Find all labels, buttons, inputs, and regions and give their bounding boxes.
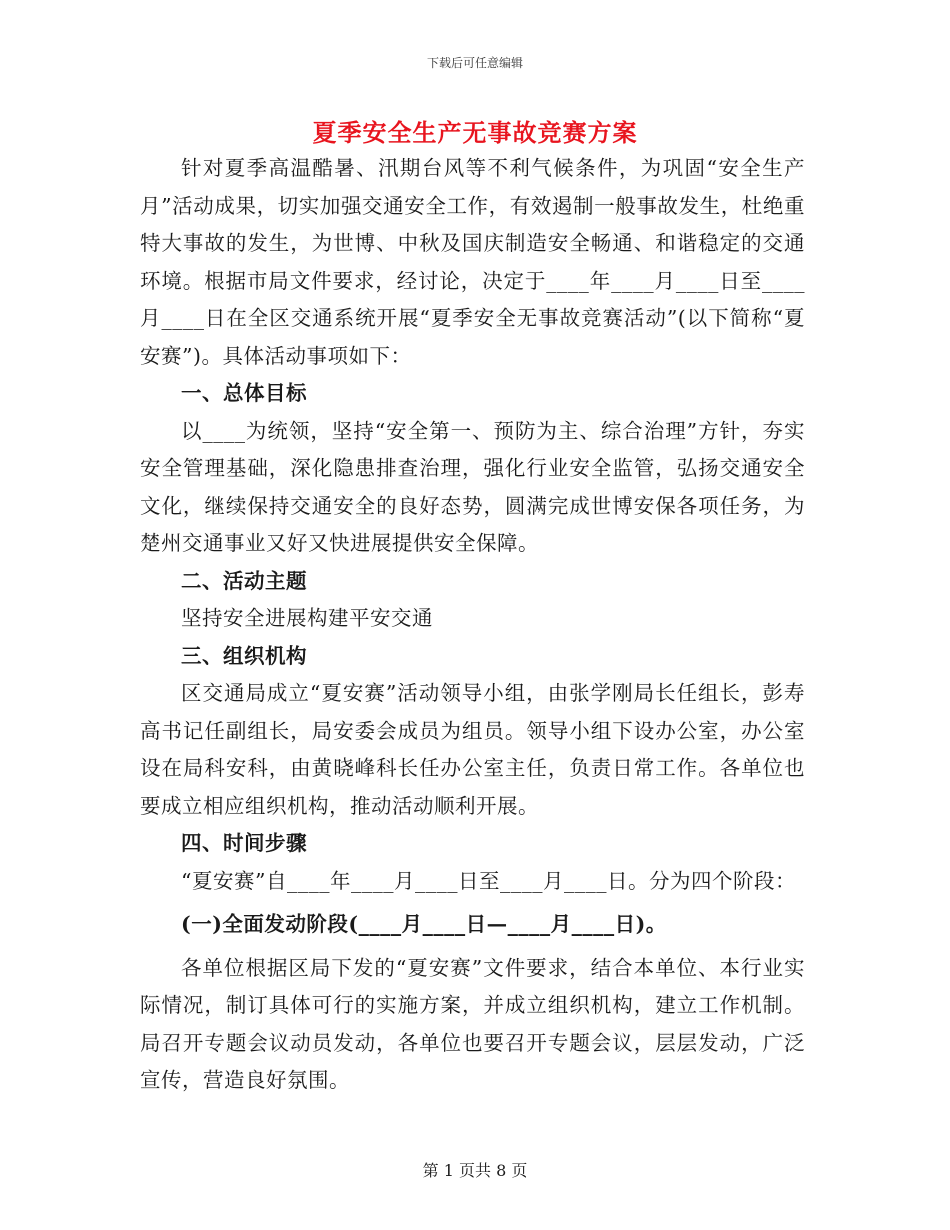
- intro-paragraph: 针对夏季高温酷暑、汛期台风等不利气候条件，为巩固“安全生产月”活动成果，切实加强交通安全工作，有效遏制一般事故发生，杜绝重特大事故的发生，为世博、中秋及国庆制造安全畅通、和谐稳定的交通环境。根据市局文件要求，经讨论，决定于____年____月____日至____月____日在全区交通系统开展“夏季安全无事故竞赛活动”(以下简称“夏安赛”)。具体活动事项如下：: [140, 156, 805, 368]
- stage-heading: (一)全面发动阶段(____月____日—____月____日)。: [181, 912, 667, 936]
- section-paragraph-goal: 以____为统领，坚持“安全第一、预防为主、综合治理”方针，夯实安全管理基础，深化隐患排查治理，强化行业安全监管，弘扬交通安全文化，继续保持交通安全的良好态势，圆满完成世博安保各项任务，为楚州交通事业又好又快进展提供安全保障。: [140, 418, 805, 555]
- document-body: [140, 150, 805, 1100]
- section-heading-goal: 一、总体目标: [181, 381, 307, 405]
- page-footer: 第 1 页共 8 页: [422, 1161, 528, 1180]
- section-paragraph-organization: 区交通局成立“夏安赛”活动领导小组，由张学刚局长任组长，彭寿高书记任副组长，局安委会成员为组员。领导小组下设办公室，办公室设在局科安科，由黄晓峰科长任办公室主任，负责日常工作。各单位也要成立相应组织机构，推动活动顺利开展。: [140, 681, 805, 818]
- document-title: 夏季安全生产无事故竞赛方案: [312, 118, 638, 147]
- header-note: 下载后可任意编辑: [426, 56, 523, 70]
- section-paragraph-theme: 坚持安全进展构建平安交通: [181, 606, 433, 630]
- section-paragraph-schedule: “夏安赛”自____年____月____日至____月____日。分为四个阶段：: [181, 868, 796, 893]
- section-heading-organization: 三、组织机构: [181, 643, 307, 668]
- stage-paragraph: 各单位根据区局下发的“夏安赛”文件要求，结合本单位、本行业实际情况，制订具体可行的实施方案，并成立组织机构，建立工作机制。局召开专题会议动员发动，各单位也要召开专题会议，层层发动，广泛宣传，营造良好氛围。: [140, 955, 805, 1092]
- section-heading-schedule: 四、时间步骤: [181, 831, 307, 855]
- section-heading-theme: 二、活动主题: [181, 568, 307, 593]
